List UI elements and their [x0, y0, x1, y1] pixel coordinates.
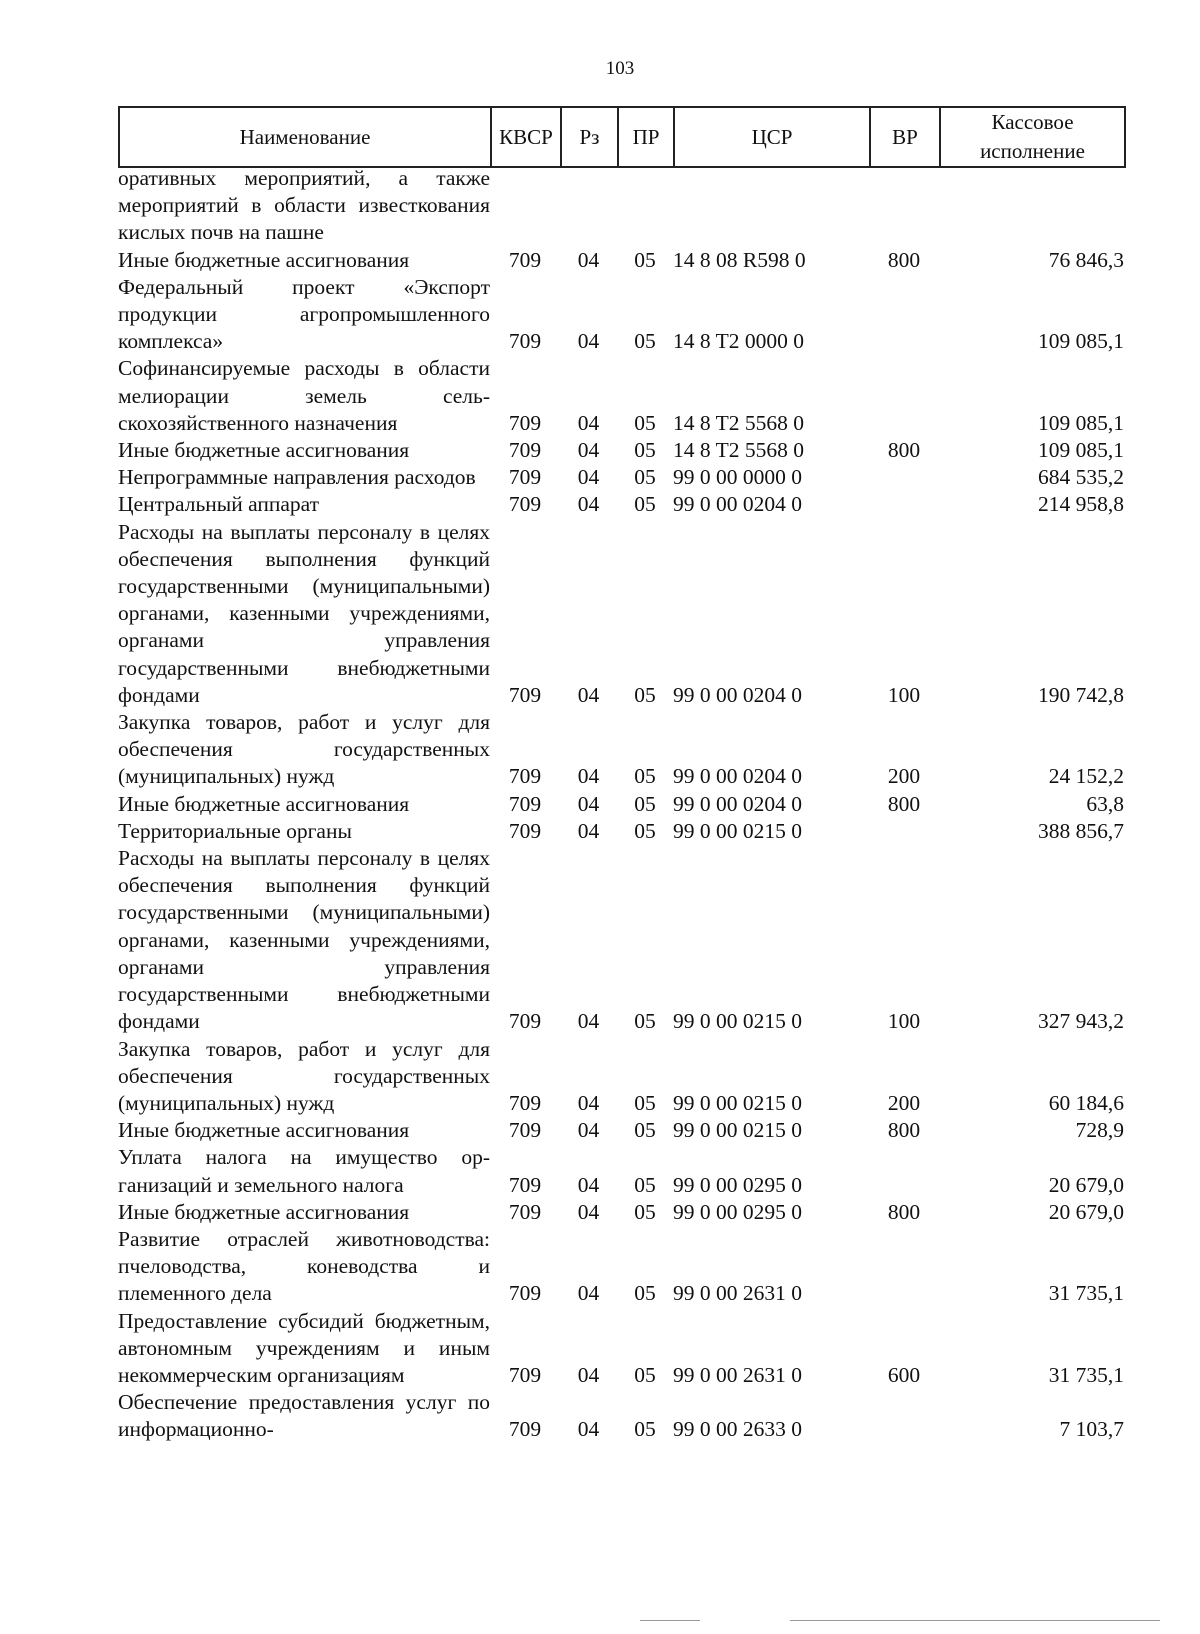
row-vr-cell	[869, 1389, 939, 1443]
row-kvsr-cell: 709	[508, 1281, 542, 1306]
table-row	[118, 1117, 1124, 1144]
column-header-pr: ПР	[618, 107, 674, 167]
row-csr-cell: 99 0 00 0215 0	[673, 818, 802, 843]
row-csr-cell: 99 0 00 0000 0	[673, 465, 802, 490]
row-name-cell: Иные бюджетные ассигнования	[118, 1118, 410, 1143]
row-csr-cell: 99 0 00 0295 0	[673, 1199, 802, 1224]
row-amount-cell: 76 846,3	[1048, 247, 1124, 272]
row-rz-cell: 04	[577, 818, 600, 843]
row-kvsr-cell: 709	[508, 791, 542, 816]
row-rz-cell	[560, 165, 617, 247]
row-name-cell: Закупка товаров, работ и услуг для обеспечения государственных (муниципальных) нужд	[118, 710, 490, 789]
row-amount-cell: 60 184,6	[1048, 1090, 1124, 1115]
column-header-amount	[940, 107, 1125, 167]
row-name-cell: Расходы на выплаты персоналу в целях обеспечения выполнения функций государственными (муниципальными) органами, казенными учреждениями, органами управления государственными внебюджетными фондами	[118, 519, 490, 707]
row-name-cell: Иные бюджетные ассигнования	[118, 438, 410, 463]
row-amount-cell	[939, 165, 1124, 247]
row-amount-cell: 327 943,2	[1038, 1009, 1124, 1034]
row-amount-cell: 109 085,1	[1038, 410, 1124, 435]
row-kvsr-cell: 709	[508, 438, 542, 463]
row-pr-cell: 05	[634, 1281, 656, 1306]
row-kvsr-cell: 709	[508, 1199, 542, 1224]
row-kvsr-cell: 709	[508, 1417, 542, 1442]
row-amount-cell: 31 735,1	[1048, 1281, 1124, 1306]
row-pr-cell: 05	[634, 465, 656, 490]
budget-table	[118, 165, 1124, 1444]
row-vr-cell	[869, 165, 939, 247]
row-pr-cell: 05	[634, 764, 656, 789]
row-kvsr-cell: 709	[508, 1009, 542, 1034]
row-amount-cell: 388 856,7	[1038, 818, 1124, 843]
table-row	[118, 247, 1124, 274]
row-vr-cell: 800	[887, 1118, 921, 1143]
row-csr-cell: 99 0 00 2631 0	[673, 1362, 802, 1387]
row-amount-cell: 63,8	[1086, 791, 1124, 816]
column-header-amount-line2: исполнение	[980, 139, 1085, 163]
row-name-cell: Уплата налога на имущество организаций и земельного налога	[118, 1145, 490, 1197]
table-row	[118, 1144, 1124, 1198]
row-pr-cell: 05	[634, 1172, 656, 1197]
row-pr-cell: 05	[634, 1417, 656, 1442]
row-kvsr-cell: 709	[508, 1118, 542, 1143]
footer-divider-left	[640, 1620, 700, 1621]
row-pr-cell: 05	[634, 329, 656, 354]
row-name-cell: Обеспечение предоставления услуг по информационно-	[118, 1390, 490, 1442]
table-row	[118, 1199, 1124, 1226]
row-rz-cell: 04	[577, 247, 600, 272]
row-name-cell: Предоставление субсидий бюджетным, автономным учреждениям и иным некоммерческим организациям	[118, 1308, 490, 1387]
row-csr-cell: 99 0 00 0215 0	[673, 1090, 802, 1115]
row-rz-cell: 04	[577, 1199, 600, 1224]
row-rz-cell: 04	[577, 1090, 600, 1115]
row-rz-cell: 04	[577, 1281, 600, 1306]
row-pr-cell: 05	[634, 1362, 656, 1387]
row-pr-cell: 05	[634, 410, 656, 435]
row-pr-cell: 05	[634, 1009, 656, 1034]
row-name-cell: Расходы на выплаты персоналу в целях обеспечения выполнения функций государственными (муниципальными) органами, казенными учреждениями, органами управления государственными внебюджетными фондами	[118, 846, 490, 1034]
row-vr-cell	[869, 464, 939, 491]
row-rz-cell: 04	[577, 1417, 600, 1442]
row-amount-cell: 109 085,1	[1038, 329, 1124, 354]
table-row	[118, 165, 1124, 247]
row-csr-cell: 99 0 00 0204 0	[673, 791, 802, 816]
row-vr-cell	[869, 491, 939, 518]
row-kvsr-cell: 709	[508, 818, 542, 843]
row-csr-cell: 99 0 00 0204 0	[673, 682, 802, 707]
row-csr-cell: 99 0 00 0215 0	[673, 1009, 802, 1034]
row-kvsr-cell: 709	[508, 1090, 542, 1115]
row-rz-cell: 04	[577, 791, 600, 816]
row-vr-cell	[869, 355, 939, 437]
row-vr-cell: 600	[887, 1362, 921, 1387]
row-csr-cell: 14 8 T2 5568 0	[673, 438, 804, 463]
row-name-cell: Иные бюджетные ассигнования	[118, 247, 410, 272]
row-pr-cell	[617, 165, 673, 247]
row-amount-cell: 20 679,0	[1048, 1172, 1124, 1197]
table-row	[118, 818, 1124, 845]
row-name-cell: Иные бюджетные ассигнования	[118, 1199, 410, 1224]
row-amount-cell: 7 103,7	[1059, 1417, 1124, 1442]
row-vr-cell	[869, 274, 939, 356]
row-name-cell: Территориальные органы	[118, 818, 352, 843]
table-row	[118, 845, 1124, 1035]
row-kvsr-cell: 709	[508, 764, 542, 789]
row-name-cell: Центральный аппарат	[118, 492, 320, 517]
row-csr-cell: 99 0 00 0215 0	[673, 1118, 802, 1143]
row-rz-cell: 04	[577, 329, 600, 354]
row-pr-cell: 05	[634, 492, 656, 517]
row-csr-cell: 14 8 08 R598 0	[673, 247, 806, 272]
row-vr-cell	[869, 1226, 939, 1308]
row-pr-cell: 05	[634, 791, 656, 816]
row-vr-cell: 200	[887, 764, 921, 789]
row-csr-cell: 99 0 00 2631 0	[673, 1281, 802, 1306]
row-amount-cell: 24 152,2	[1048, 764, 1124, 789]
row-vr-cell: 200	[887, 1090, 921, 1115]
row-kvsr-cell: 709	[508, 682, 542, 707]
row-amount-cell: 31 735,1	[1048, 1362, 1124, 1387]
table-row	[118, 437, 1124, 464]
row-vr-cell: 800	[887, 791, 921, 816]
row-vr-cell: 100	[887, 1009, 921, 1034]
row-name-cell: Непрограммные направления расходов	[118, 465, 476, 490]
row-pr-cell: 05	[634, 818, 656, 843]
budget-table-body	[118, 165, 1124, 1444]
row-kvsr-cell: 709	[508, 329, 542, 354]
column-header-vr: ВР	[870, 107, 940, 167]
row-csr-cell: 99 0 00 0295 0	[673, 1172, 802, 1197]
table-row	[118, 1036, 1124, 1118]
row-amount-cell: 728,9	[1075, 1118, 1124, 1143]
row-amount-cell: 109 085,1	[1038, 438, 1124, 463]
row-kvsr-cell: 709	[508, 410, 542, 435]
row-csr-cell: 14 8 T2 5568 0	[673, 410, 804, 435]
table-row	[118, 709, 1124, 791]
row-pr-cell: 05	[634, 682, 656, 707]
row-amount-cell: 190 742,8	[1038, 682, 1124, 707]
row-csr-cell: 99 0 00 0204 0	[673, 492, 802, 517]
row-vr-cell: 100	[887, 682, 921, 707]
row-vr-cell: 800	[887, 247, 921, 272]
row-rz-cell: 04	[577, 764, 600, 789]
row-amount-cell: 684 535,2	[1038, 465, 1124, 490]
row-pr-cell: 05	[634, 247, 656, 272]
row-name-cell: Федеральный проект «Экспорт продукции агропромышленного комплекса»	[118, 274, 490, 354]
row-pr-cell: 05	[634, 1118, 656, 1143]
row-pr-cell: 05	[634, 438, 656, 463]
row-name-cell: оративных мероприятий, а также мероприятий в области известкования кислых почв на пашне	[118, 166, 490, 245]
column-header-amount-line1: Кассовое	[991, 110, 1074, 134]
column-header-kvsr: КВСР	[491, 107, 561, 167]
row-rz-cell: 04	[577, 1009, 600, 1034]
row-kvsr-cell: 709	[508, 1362, 542, 1387]
row-rz-cell: 04	[577, 410, 600, 435]
row-pr-cell: 05	[634, 1090, 656, 1115]
row-rz-cell: 04	[577, 492, 600, 517]
row-kvsr-cell: 709	[508, 492, 542, 517]
row-vr-cell	[869, 818, 939, 845]
row-csr-cell: 14 8 T2 0000 0	[673, 329, 804, 354]
row-name-cell: Закупка товаров, работ и услуг для обеспечения государственных (муниципальных) нужд	[118, 1036, 490, 1115]
row-csr-cell: 99 0 00 0204 0	[673, 764, 802, 789]
row-rz-cell: 04	[577, 1118, 600, 1143]
column-header-name: Наименование	[119, 107, 491, 167]
footer-divider-right	[790, 1620, 1160, 1621]
row-kvsr-cell: 709	[508, 465, 542, 490]
row-kvsr-cell	[490, 165, 560, 247]
row-rz-cell: 04	[577, 1362, 600, 1387]
row-kvsr-cell: 709	[508, 247, 542, 272]
table-row	[118, 519, 1124, 709]
row-vr-cell: 800	[887, 1199, 921, 1224]
row-kvsr-cell: 709	[508, 1172, 542, 1197]
row-rz-cell: 04	[577, 682, 600, 707]
row-rz-cell: 04	[577, 465, 600, 490]
row-amount-cell: 20 679,0	[1048, 1199, 1124, 1224]
page-number: 103	[605, 58, 635, 79]
row-name-cell: Софинансируемые расходы в области мелиорации земель сельскохозяйственного назначения	[118, 356, 490, 435]
table-header	[118, 106, 1126, 168]
row-name-cell: Иные бюджетные ассигнования	[118, 791, 410, 816]
row-vr-cell: 800	[887, 438, 921, 463]
row-amount-cell: 214 958,8	[1038, 492, 1124, 517]
row-csr-cell	[673, 165, 869, 247]
row-csr-cell: 99 0 00 2633 0	[673, 1417, 802, 1442]
table-row	[118, 1389, 1124, 1443]
column-header-csr: ЦСР	[674, 107, 870, 167]
table-row	[118, 355, 1124, 437]
row-vr-cell	[869, 1144, 939, 1198]
table-row	[118, 274, 1124, 356]
column-header-rz: Рз	[561, 107, 618, 167]
table-row	[118, 464, 1124, 491]
row-rz-cell: 04	[577, 438, 600, 463]
table-row	[118, 1308, 1124, 1390]
row-name-cell: Развитие отраслей животноводства: пчеловодства, коневодства и племенного дела	[118, 1226, 490, 1306]
table-row	[118, 1226, 1124, 1308]
table-row	[118, 791, 1124, 818]
row-pr-cell: 05	[634, 1199, 656, 1224]
table-row	[118, 491, 1124, 518]
row-rz-cell: 04	[577, 1172, 600, 1197]
